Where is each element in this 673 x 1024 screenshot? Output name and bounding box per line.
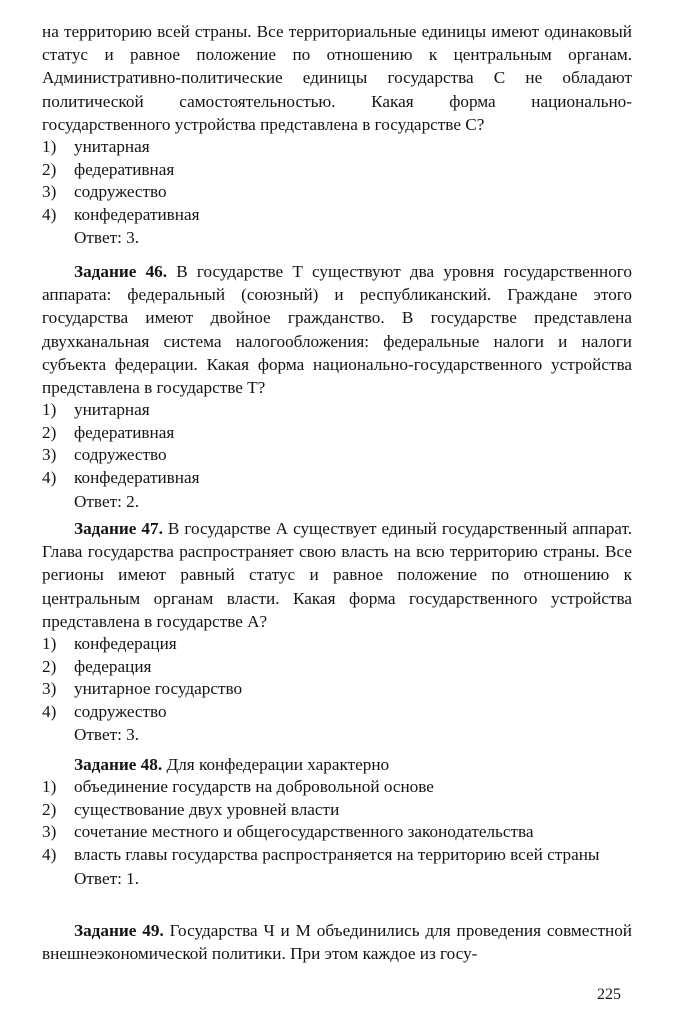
option-number: 1) [42, 777, 57, 797]
option-number: 1) [42, 137, 57, 157]
option-2 [42, 159, 632, 182]
option-number: 2) [42, 656, 57, 676]
option-4 [42, 204, 632, 227]
option-text: федеративная [74, 159, 175, 179]
answer: Ответ: 3. [74, 725, 140, 745]
option-text: содружество [74, 182, 167, 202]
option-2 [42, 422, 632, 445]
task-body: В государстве Т существуют два уровня государственного аппарата: федеральный (союзный) и республиканский. Граждане этого государства имеют двойное гражданство. В государстве представлена двухканальная система налогообложения: федеральные налоги и налоги субъекта федерации. Какая форма национально-государственного устройства представлена в государстве Т? [42, 262, 633, 398]
option-1 [42, 633, 632, 656]
option-text: федеративная [74, 422, 175, 442]
option-number: 1) [42, 634, 57, 654]
task-label: Задание 47. [74, 519, 163, 538]
option-4 [42, 467, 632, 490]
option-number: 3) [42, 822, 57, 842]
option-number: 3) [42, 182, 57, 202]
option-2 [42, 656, 632, 679]
task-body: Для конфедерации характерно [162, 755, 390, 774]
answer: Ответ: 2. [74, 491, 140, 511]
task-45-continuation [42, 20, 632, 250]
task-label: Задание 46. [74, 262, 168, 281]
page-number: 225 [597, 986, 621, 1003]
option-number: 4) [42, 204, 57, 224]
task-48 [42, 753, 632, 891]
option-text: федерация [74, 656, 152, 676]
option-1 [42, 776, 632, 799]
option-text: власть главы государства распространяется на территорию всей страны [74, 844, 600, 864]
option-4 [42, 701, 632, 724]
option-3 [42, 181, 632, 204]
option-number: 4) [42, 701, 57, 721]
option-1 [42, 136, 632, 159]
option-text: унитарная [74, 137, 150, 157]
option-number: 2) [42, 422, 57, 442]
option-3 [42, 678, 632, 701]
option-text: содружество [74, 701, 167, 721]
option-number: 3) [42, 679, 57, 699]
task-46-text [42, 260, 632, 399]
task-45-text: на территорию всей страны. Все территориальные единицы имеют одинаковый статус и равное положение по отношению к центральным органам. Административно-политические единицы государства С не обладают политической самостоятельностью. Какая форма национально-государственного устройства представлена в государстве С? [42, 22, 632, 134]
option-text: конфедерация [74, 634, 177, 654]
task-label: Задание 49. [74, 921, 164, 940]
task-46 [42, 260, 632, 514]
task-body: Государства Ч и М объединились для проведения совместной внешнеэкономической политики. При этом каждое из госу- [42, 921, 632, 964]
option-text: объединение государств на добровольной основе [74, 777, 434, 797]
task-47-text [42, 517, 632, 633]
task-47 [42, 517, 632, 747]
answer: Ответ: 3. [74, 228, 140, 248]
option-text: существование двух уровней власти [74, 799, 340, 819]
option-number: 2) [42, 799, 57, 819]
task-49-text [42, 919, 632, 965]
option-2 [42, 799, 632, 822]
option-text: конфедеративная [74, 468, 200, 487]
option-number: 4) [42, 468, 57, 487]
task-49 [42, 919, 632, 965]
option-text: сочетание местного и общегосударственного законодательства [74, 822, 534, 842]
answer: Ответ: 1. [74, 868, 140, 888]
task-48-text [42, 753, 632, 776]
task-body: В государстве А существует единый государственный аппарат. Глава государства распространяет свою власть на всю территорию страны. Все регионы имеют равный статус и равное положение по отношению к центральным органам власти. Какая форма государственного устройства представлена в государстве А? [42, 519, 632, 631]
task-label: Задание 48. [74, 755, 163, 774]
option-number: 2) [42, 159, 57, 179]
option-3 [42, 821, 632, 844]
option-4 [42, 844, 632, 867]
option-text: конфедеративная [74, 204, 200, 224]
option-text: унитарная [74, 400, 150, 420]
option-number: 3) [42, 445, 57, 465]
option-text: содружество [74, 445, 167, 465]
option-3 [42, 444, 632, 467]
option-1 [42, 399, 632, 422]
option-number: 1) [42, 400, 57, 420]
option-text: унитарное государство [74, 679, 243, 699]
option-number: 4) [42, 844, 57, 864]
